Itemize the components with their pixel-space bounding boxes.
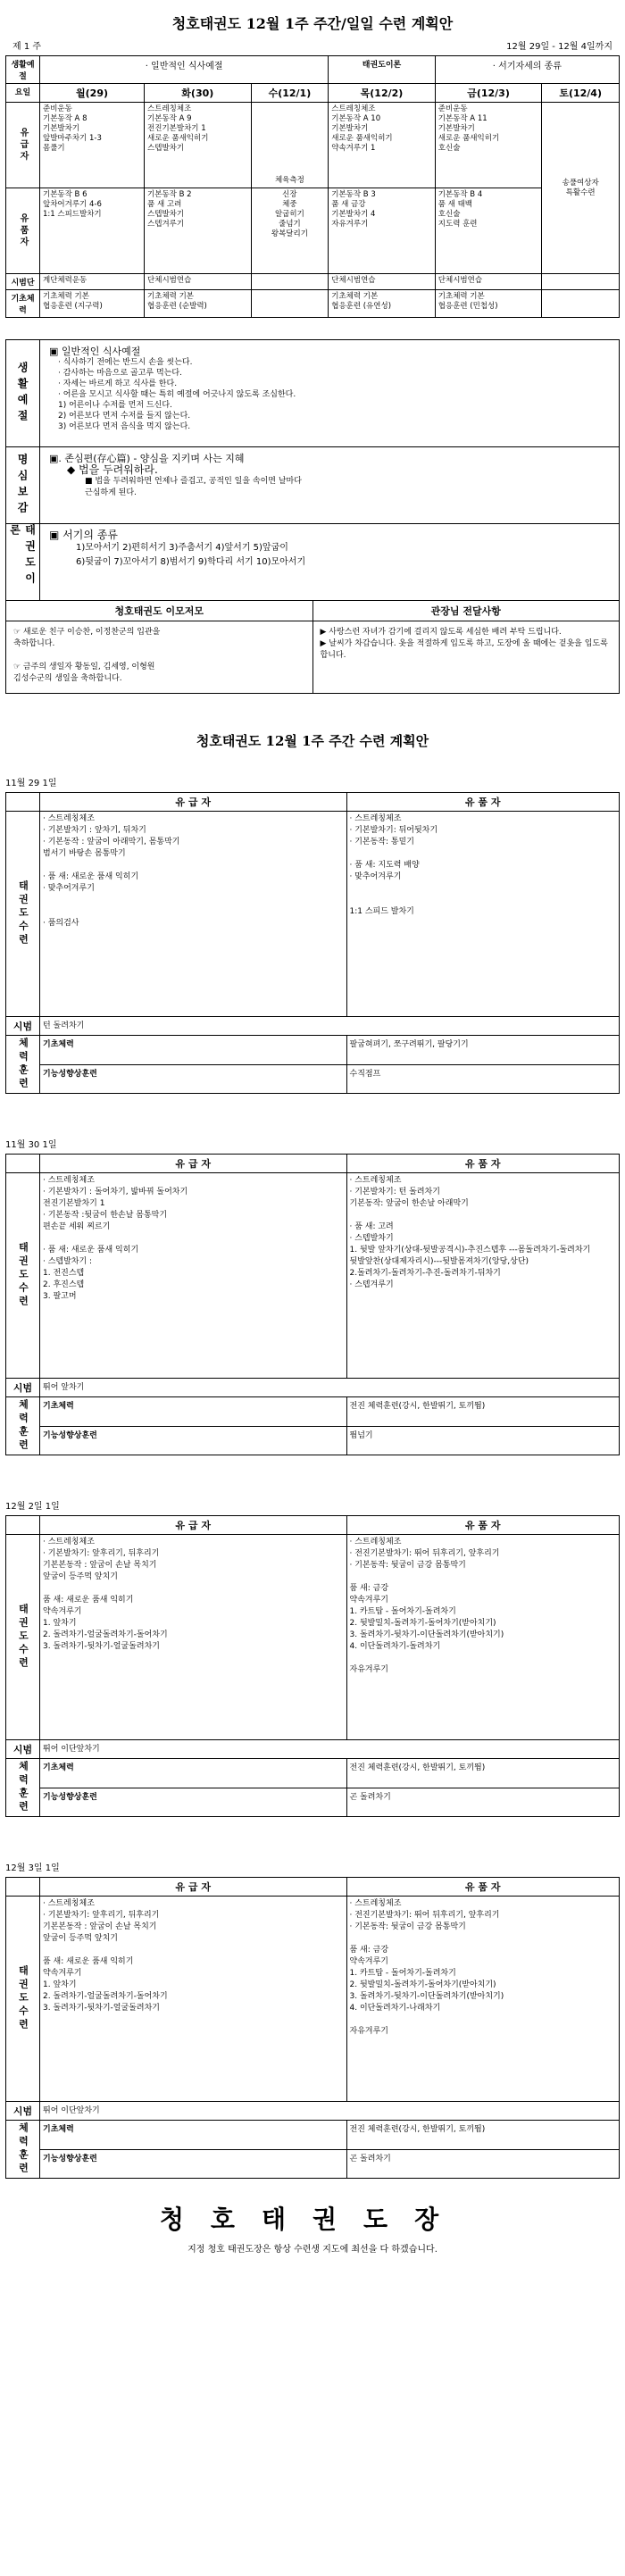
day-plan-fitness-coord xyxy=(6,1064,620,1094)
day-plan-fitness-basic xyxy=(6,1759,620,1788)
demo-label: 시범 xyxy=(6,1017,40,1036)
day-plan-fitness-coord xyxy=(6,1426,620,1455)
cell: 스트레칭체조 기본동작 A 10 기본발차기 새로운 품새익히기 약속겨루기 1 xyxy=(329,103,436,188)
top-right-label: 태권도이론 xyxy=(329,56,436,84)
day-1: 화(30) xyxy=(145,84,252,103)
cell: 준비운동 기본동작 A 8 기본발차기 앞발마주차기 1-3 몸풀기 xyxy=(40,103,145,188)
cell: 신장 체중 알굽히기 줄넘기 왕복달리기 xyxy=(251,188,329,274)
col-head-upper: 유 품 자 xyxy=(346,1878,620,1897)
cell: 기초체력 기본 협응훈련 (유연성) xyxy=(329,290,436,318)
schedule-top-row xyxy=(6,56,620,84)
demo-value: 턴 돌려차기 xyxy=(40,1017,620,1036)
notice-right-title: 관장님 전달사항 xyxy=(312,601,620,621)
mind-box xyxy=(6,447,619,524)
day-5: 토(12/4) xyxy=(542,84,620,103)
day-0: 월(29) xyxy=(40,84,145,103)
theory-label: 태권도이론 xyxy=(6,524,40,600)
lower-plan: · 스트레칭체조 · 기본발차기 : 앞차기, 뒤차기 · 기본동작 : 앞굽이 아래막기, 몸통막기 범서기 바탕손 몸통막기 · 품 새: 새로운 품새 익히기 · 맞추어겨루기 · 품의검사 xyxy=(40,812,347,1017)
page-title: 청호태권도 12월 1주 주간/일일 수련 계획안 xyxy=(171,15,454,32)
cell: 단체시범연습 xyxy=(435,274,542,290)
row-label-demo: 시범단 xyxy=(6,274,40,290)
plan-title: 청호태권도 12월 1주 주간 수련 계획안 xyxy=(196,733,429,749)
upper-plan: · 스트레칭체조 · 기본발차기: 뒤어뒷차기 · 기본동작: 통밑기 · 품 새: 지도력 배양 · 맞추어겨루기 1:1 스피드 발차기 xyxy=(346,812,620,1017)
fitness-label: 체력훈련 xyxy=(6,1759,40,1817)
etiquette-box xyxy=(6,340,619,447)
col-head-upper: 유 품 자 xyxy=(346,793,620,812)
day-plan-fitness-basic xyxy=(6,2121,620,2150)
day-plan-fitness-basic xyxy=(6,1397,620,1427)
day-plan-table xyxy=(5,792,620,1094)
fitness-basic-value: 전진 체력훈련(강시, 한발뛰기, 토끼뜀) xyxy=(346,1397,620,1427)
fitness-coord-label: 기능성향상훈련 xyxy=(40,1064,347,1094)
col-head-lower: 유 급 자 xyxy=(40,1155,347,1173)
demo-label: 시범 xyxy=(6,1379,40,1397)
top-left-value: · 일반적인 식사예절 xyxy=(40,56,329,84)
cell: 기본동작 B 6 앞차어겨루기 4-6 1:1 스피드발차기 xyxy=(40,188,145,274)
daily-plans xyxy=(5,775,620,2179)
col-head-upper: 유 품 자 xyxy=(346,1516,620,1535)
top-right-value: · 서기자세의 종류 xyxy=(435,56,619,84)
fitness-basic-label: 기초체력 xyxy=(40,1036,347,1065)
demo-label: 시범 xyxy=(6,2102,40,2121)
day-date: 12월 2일 1일 xyxy=(5,1502,60,1512)
fitness-label: 체력훈련 xyxy=(6,1036,40,1094)
notice-body xyxy=(6,621,619,693)
day-plan-header xyxy=(6,793,620,812)
day-date: 12월 3일 1일 xyxy=(5,1863,60,1873)
theory-body: 1)모아서기 2)편히서기 3)주춤서기 4)앞서기 5)앞굽이 6)뒷굽이 7)꼬아서기 8)범서기 9)학다리 서기 10)모아서기 xyxy=(76,543,306,567)
cell: 체육측정 xyxy=(251,103,329,188)
schedule-row-upper xyxy=(6,188,620,274)
corner-cell xyxy=(6,1516,40,1535)
col-head-lower: 유 급 자 xyxy=(40,793,347,812)
cell: 기본동작 B 2 품 새 고려 스텝발차기 스텝겨루기 xyxy=(145,188,252,274)
notice-left-body: ☞ 새로운 친구 이승찬, 이정찬군의 입관을 축하합니다. ☞ 금주의 생일자 황동일, 김세영, 이형원 김성수군의 생일을 축하합니다. xyxy=(13,628,161,683)
day-label: 요일 xyxy=(6,84,40,103)
day-plan-table xyxy=(5,1154,620,1455)
mind-content xyxy=(40,447,619,523)
fitness-basic-label: 기초체력 xyxy=(40,2121,347,2150)
schedule-row-lower xyxy=(6,103,620,188)
main-label: 태권도수련 xyxy=(6,1535,40,1740)
fitness-coord-value: 뜀넘기 xyxy=(346,1426,620,1455)
fitness-coord-label: 기능성향상훈련 xyxy=(40,1788,347,1817)
top-left-label: 생활예절 xyxy=(6,56,40,84)
notice-header xyxy=(6,601,619,621)
day-plan-fitness-coord xyxy=(6,2149,620,2179)
fitness-coord-label: 기능성향상훈련 xyxy=(40,1426,347,1455)
demo-value: 뛰어 이단앞차기 xyxy=(40,2102,620,2121)
day-plan-main xyxy=(6,1535,620,1740)
cell: 단체시범연습 xyxy=(329,274,436,290)
info-section xyxy=(5,339,620,694)
cell: 스트레칭체조 기본동작 A 9 전진기본발차기 1 새로운 품새익히기 스텝발차기 xyxy=(145,103,252,188)
main-label: 태권도수련 xyxy=(6,1897,40,2102)
mind-heading: ▣. 존심편(存心篇) - 양심을 지키며 사는 지혜 xyxy=(49,453,245,464)
week-meta xyxy=(5,38,620,52)
mind-label: 명심보감 xyxy=(6,447,40,523)
day-plan-table xyxy=(5,1877,620,2179)
theory-heading: ▣ 서기의 종류 xyxy=(49,529,118,541)
cell: 송풀여상자 특활수련 xyxy=(542,103,620,274)
etiquette-content xyxy=(40,340,619,446)
corner-cell xyxy=(6,1155,40,1173)
cell: 기초체력 기본 협응훈련 (민첩성) xyxy=(435,290,542,318)
day-plan-fitness-coord xyxy=(6,1788,620,1817)
cell: 기초체력 기본 협응훈련 (지구력) xyxy=(40,290,145,318)
corner-cell xyxy=(6,1878,40,1897)
demo-value: 뛰어 이단앞차기 xyxy=(40,1740,620,1759)
theory-box xyxy=(6,524,619,601)
cell xyxy=(542,290,620,318)
day-plan-demo xyxy=(6,2102,620,2121)
main-label: 태권도수련 xyxy=(6,1173,40,1379)
cell: 단체시범연습 xyxy=(145,274,252,290)
lower-plan: · 스트레칭체조 · 기본발차기: 앞후리기, 뒤후리기 기본본동작 : 앞굽이 손날 목치기 앞굽이 등주먹 앞치기 품 새: 새로운 품새 익히기 약속겨루기 1. 앞차기 2. 돌려차기-얼굴돌려차기-돌어차기 3. 돌려차기-뒷차기-얼굴돌려차기 xyxy=(40,1897,347,2102)
fitness-coord-value: 곤 돌려차기 xyxy=(346,1788,620,1817)
col-head-upper: 유 품 자 xyxy=(346,1155,620,1173)
col-head-lower: 유 급 자 xyxy=(40,1516,347,1535)
schedule-row-demo xyxy=(6,274,620,290)
day-plan-main xyxy=(6,1173,620,1379)
fitness-coord-label: 기능성향상훈련 xyxy=(40,2149,347,2179)
cell xyxy=(542,274,620,290)
day-plan-demo xyxy=(6,1379,620,1397)
footer-motto: 지정 청호 태권도장은 항상 수련생 지도에 최선을 다 하겠습니다. xyxy=(188,2245,438,2255)
upper-plan: · 스트레칭체조 · 기본발차기: 턴 돌려차기 기본동작: 앞굽이 한손날 아래막기 · 품 새: 고려 · 스텝발차기 1. 뒷발 앞차기(상대-뒷발공격시)-추진스텝후 ---몸돌려차기-돌려차기 뒷발앞찬(상대제자리시)---뒷발몸져차기(앙당,상단) 2.돌려차기-돌려차기-추진-돌려차기-뒤차기 · 스텝겨루기 xyxy=(346,1173,620,1379)
weekly-schedule-table xyxy=(5,55,620,318)
etiquette-label: 생활예절 xyxy=(6,340,40,446)
upper-plan: · 스트레칭체조 · 전진기본발차기: 뛰어 뒤후리기, 앞후리기 · 기본동작: 뒷굽이 금강 몸통막기 품 새: 금강 약속겨루기 1. 카트탑 - 돌어차기-돌려차기 2. 뒷발밀치-돌려차기-돌어차기(받아치기) 3. 돌려차기-뒷차기-이단돌려차기(받아치기) 4. 이단돌려차기-돌려차기 자유겨루기 xyxy=(346,1535,620,1740)
day-3: 목(12/2) xyxy=(329,84,436,103)
day-plan-header xyxy=(6,1516,620,1535)
row-label-upper: 유품자 xyxy=(6,188,40,274)
week-label: 제 1 주 xyxy=(12,42,42,52)
row-label-fitness: 기초체력 xyxy=(6,290,40,318)
schedule-row-fitness xyxy=(6,290,620,318)
day-plan-demo xyxy=(6,1017,620,1036)
day-date: 11월 30 1일 xyxy=(5,1140,57,1150)
footer xyxy=(5,2200,620,2255)
lower-plan: · 스트레칭체조 · 기본발차기 : 돌어차기, 밟바꿔 돌어차기 전진기본발차기 1 · 기본동작 :뒷굽이 한손날 몸통막기 편손끝 세워 찌르기 · 품 새: 새로운 품새 익히기 · 스텝발차기 : 1. 전진스텝 2. 후진스텝 3. 팔고머 xyxy=(40,1173,347,1379)
day-plan-header xyxy=(6,1878,620,1897)
col-head-lower: 유 급 자 xyxy=(40,1878,347,1897)
day-plan-table xyxy=(5,1515,620,1817)
day-plan-fitness-basic xyxy=(6,1036,620,1065)
mind-line: ◆ 법을 두려워하라. xyxy=(67,463,158,476)
etiquette-heading: ▣ 일반적인 식사예절 xyxy=(49,346,141,357)
row-label-lower: 유급자 xyxy=(6,103,40,188)
cell: 기본동작 B 4 품 새 태백 호신술 지도력 훈련 xyxy=(435,188,542,274)
day-plan-header xyxy=(6,1155,620,1173)
upper-plan: · 스트레칭체조 · 전진기본발차기: 뛰어 뒤후리기, 앞후리기 · 기본동작: 뒷굽이 금강 몸통막기 품 새: 금강 약속겨루기 1. 카트탑 - 돌어차기-돌려차기 2. 뒷발밀치-돌려차기-돌어차기(받아치기) 3. 돌려차기-뒷차기-이단돌려차기(받아치기) 4. 이단돌려차기-나래차기 자유겨루기 xyxy=(346,1897,620,2102)
demo-value: 뛰어 앞차기 xyxy=(40,1379,620,1397)
corner-cell xyxy=(6,793,40,812)
cell: 기본동작 B 3 품 새 금강 기본발차기 4 자유겨루기 xyxy=(329,188,436,274)
fitness-label: 체력훈련 xyxy=(6,2121,40,2179)
day-2: 수(12/1) xyxy=(251,84,329,103)
fitness-basic-value: 전진 체력훈련(강시, 한발뛰기, 토끼뜀) xyxy=(346,1759,620,1788)
cell xyxy=(251,274,329,290)
schedule-day-row xyxy=(6,84,620,103)
fitness-coord-value: 곤 돌려차기 xyxy=(346,2149,620,2179)
cell: 기초체력 기본 협응훈련 (순발력) xyxy=(145,290,252,318)
fitness-basic-value: 팔굽혀펴기, 쪼구려뛰기, 팔당기기 xyxy=(346,1036,620,1065)
fitness-basic-label: 기초체력 xyxy=(40,1397,347,1427)
fitness-coord-value: 수직점프 xyxy=(346,1064,620,1094)
fitness-basic-value: 전진 체력훈련(강시, 한발뛰기, 토끼뜀) xyxy=(346,2121,620,2150)
notice-left-title: 청호태권도 이모저모 xyxy=(114,605,204,617)
demo-label: 시범 xyxy=(6,1740,40,1759)
notice-right-body: ▶ 사랑스런 자녀가 감기에 걸리지 않도록 세심한 배려 부탁 드립니다. ▶ 날씨가 차갑습니다. 옷을 적절하게 입도록 하고, 도장에 올 때에는 겉옷을 입도록 합니다. xyxy=(312,621,620,693)
cell xyxy=(251,290,329,318)
cell: 준비운동 기본동작 A 11 기본발차기 새로운 품새익히기 호신술 xyxy=(435,103,542,188)
theory-content xyxy=(40,524,619,600)
cell: 계단체력운동 xyxy=(40,274,145,290)
main-label: 태권도수련 xyxy=(6,812,40,1017)
mind-body: ■ 법을 두려워하면 언제나 즐겁고, 공적인 일을 속이면 날마다 근심하게 된다. xyxy=(85,477,302,497)
footer-name: 청호태권도장 xyxy=(159,2205,466,2234)
fitness-basic-label: 기초체력 xyxy=(40,1759,347,1788)
day-4: 금(12/3) xyxy=(435,84,542,103)
date-range: 12월 29일 - 12월 4일까지 xyxy=(506,42,612,52)
lower-plan: · 스트레칭체조 · 기본발차기: 앞후리기, 뒤후리기 기본본동작 : 앞굽이 손날 목치기 앞굽이 등주먹 앞치기 품 새: 새로운 품새 익히기 약속겨루기 1. 앞차기 2. 돌려차기-얼굴돌려차기-돌어차기 3. 돌려차기-뒷차기-얼굴돌려차기 xyxy=(40,1535,347,1740)
fitness-label: 체력훈련 xyxy=(6,1397,40,1455)
day-date: 11월 29 1일 xyxy=(5,779,57,788)
day-plan-demo xyxy=(6,1740,620,1759)
etiquette-body: · 식사하기 전에는 반드시 손을 씻는다. · 감사하는 마음으로 골고루 먹는다. · 자세는 바르게 하고 식사를 한다. · 어른을 모시고 식사할 때는 특히 예절에 어긋나지 않도록 조심한다. 1) 어른이나 수저를 먼저 드신다. 2) 어른보다 먼저 수저를 들지 않는다. 3) 어른보다 먼저 음식을 먹지 않는다. xyxy=(58,358,296,431)
day-plan-main xyxy=(6,812,620,1017)
day-plan-main xyxy=(6,1897,620,2102)
